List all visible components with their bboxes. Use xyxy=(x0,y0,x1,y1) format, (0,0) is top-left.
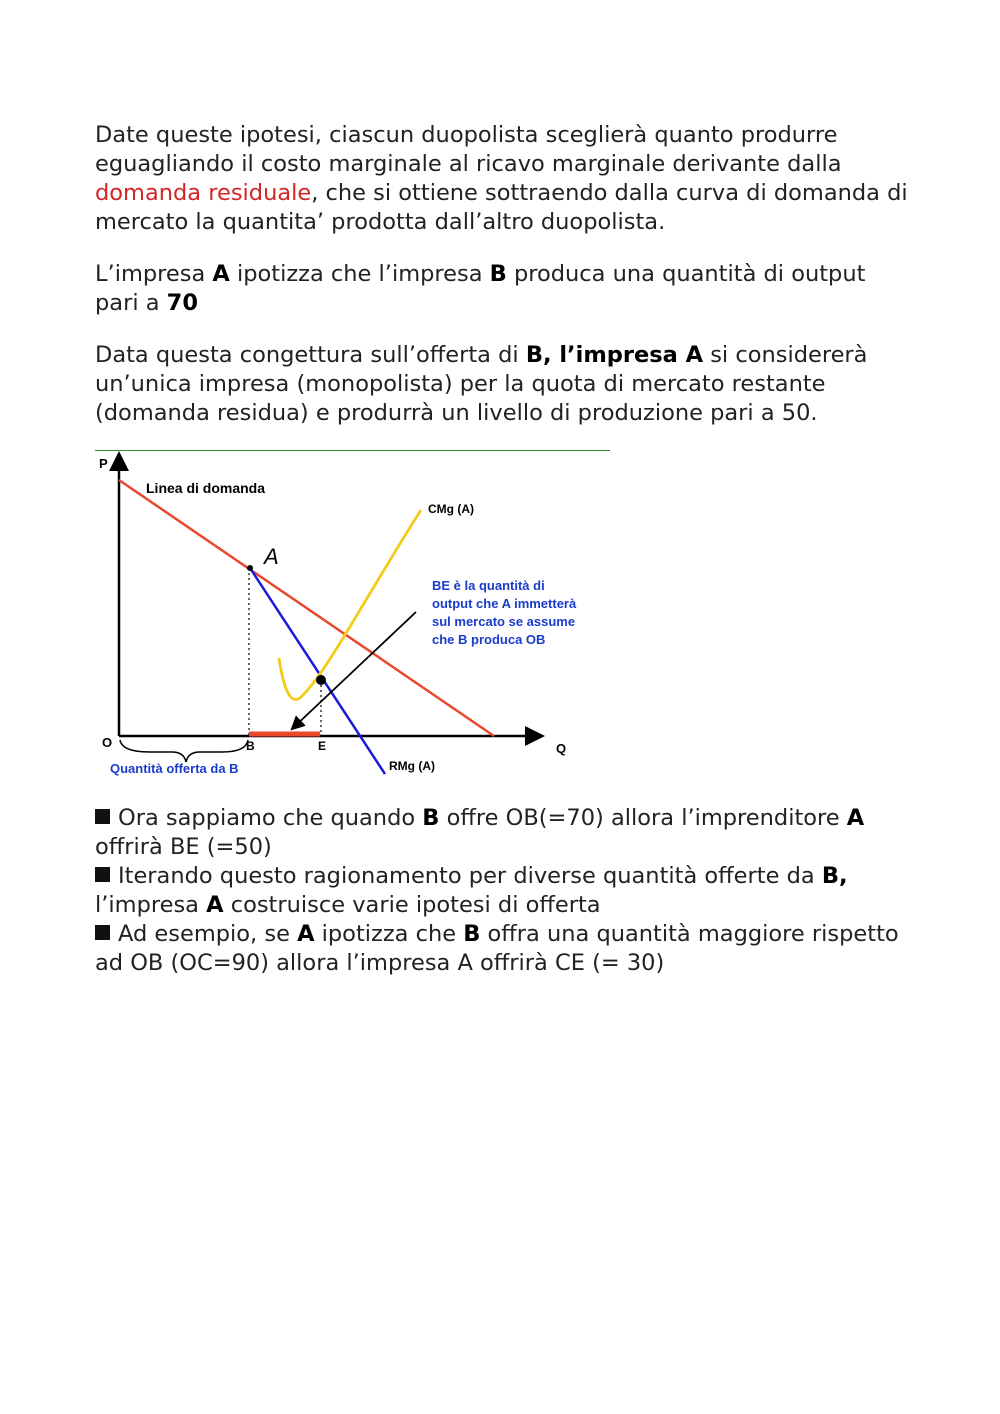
text: offrirà BE (=50) xyxy=(95,834,272,860)
paragraph-intro xyxy=(95,121,915,237)
equilibrium-point xyxy=(316,675,326,685)
list-item xyxy=(95,862,915,920)
firm-b-label: B xyxy=(489,261,507,287)
note-line-3: sul mercato se assume xyxy=(432,614,576,629)
paragraph-conjecture xyxy=(95,341,915,428)
bullet-square-icon xyxy=(95,809,110,824)
text: ipotizza che xyxy=(314,921,464,947)
point-a-label: A xyxy=(264,544,279,569)
bold-text: A xyxy=(206,892,224,918)
text: costruisce varie ipotesi di offerta xyxy=(223,892,601,918)
origin-label: O xyxy=(102,735,113,750)
text: produca una quantità di output pari a xyxy=(95,261,866,316)
brace-label: Quantità offerta da B xyxy=(110,761,239,776)
list-item xyxy=(95,920,915,978)
text: Data questa congettura sull’offerta di xyxy=(95,342,526,368)
intro-text: Date queste ipotesi, ciascun duopolista sceglierà quanto produrre eguagliando il costo marginale al ricavo marginale derivante dalla xyxy=(95,122,842,177)
b-label: B xyxy=(246,739,255,753)
bullet-list xyxy=(95,804,915,978)
note-line-2: output che A immetterà xyxy=(432,596,577,611)
e-label: E xyxy=(318,739,327,753)
list-item xyxy=(95,804,915,862)
p-axis-label: P xyxy=(99,456,108,471)
text: Ora sappiamo che quando xyxy=(118,805,423,831)
note-line-4: che B produca OB xyxy=(432,632,546,647)
intro-text-end: , che si ottiene sottraendo dalla curva di domanda di mercato la quantita’ prodotta dall’altro duopolista. xyxy=(95,180,908,235)
text: L’impresa xyxy=(95,261,213,287)
bullet-square-icon xyxy=(95,925,110,940)
firm-a-label: A xyxy=(212,261,230,287)
text: offre OB(=70) allora l’imprenditore xyxy=(439,805,847,831)
text: si considererà un’unica impresa (monopolista) per la quota di mercato restante (domanda residua) e produrrà un livello di produzione pari a 50. xyxy=(95,342,868,426)
point-a-marker xyxy=(247,565,253,571)
text: l’impresa xyxy=(95,892,207,918)
q-axis-label: Q xyxy=(556,741,567,756)
quantity-brace xyxy=(120,740,248,762)
bold-text: B xyxy=(463,921,481,947)
bold-text: A xyxy=(297,921,315,947)
cmg-label: CMg (A) xyxy=(428,502,474,516)
paragraph-hypothesis xyxy=(95,260,915,318)
text: Ad esempio, se xyxy=(118,921,298,947)
duopoly-diagram xyxy=(0,450,620,790)
text: offra una quantità maggiore rispetto ad OB (OC=90) allora l’impresa A offrirà CE (= 30) xyxy=(95,921,899,976)
bold-text: B, xyxy=(821,863,848,889)
bullet-square-icon xyxy=(95,867,110,882)
bold-text: B xyxy=(422,805,440,831)
output-value: 70 xyxy=(166,290,198,316)
firm-labels: B, l’impresa A xyxy=(525,342,704,368)
note-line-1: BE è la quantità di xyxy=(432,578,545,593)
residual-demand-term: domanda residuale xyxy=(95,180,312,206)
text: Iterando questo ragionamento per diverse quantità offerte da xyxy=(118,863,822,889)
bold-text: A xyxy=(846,805,865,831)
demand-label: Linea di domanda xyxy=(146,480,266,496)
rmg-label: RMg (A) xyxy=(389,759,435,773)
text: ipotizza che l’impresa xyxy=(229,261,490,287)
